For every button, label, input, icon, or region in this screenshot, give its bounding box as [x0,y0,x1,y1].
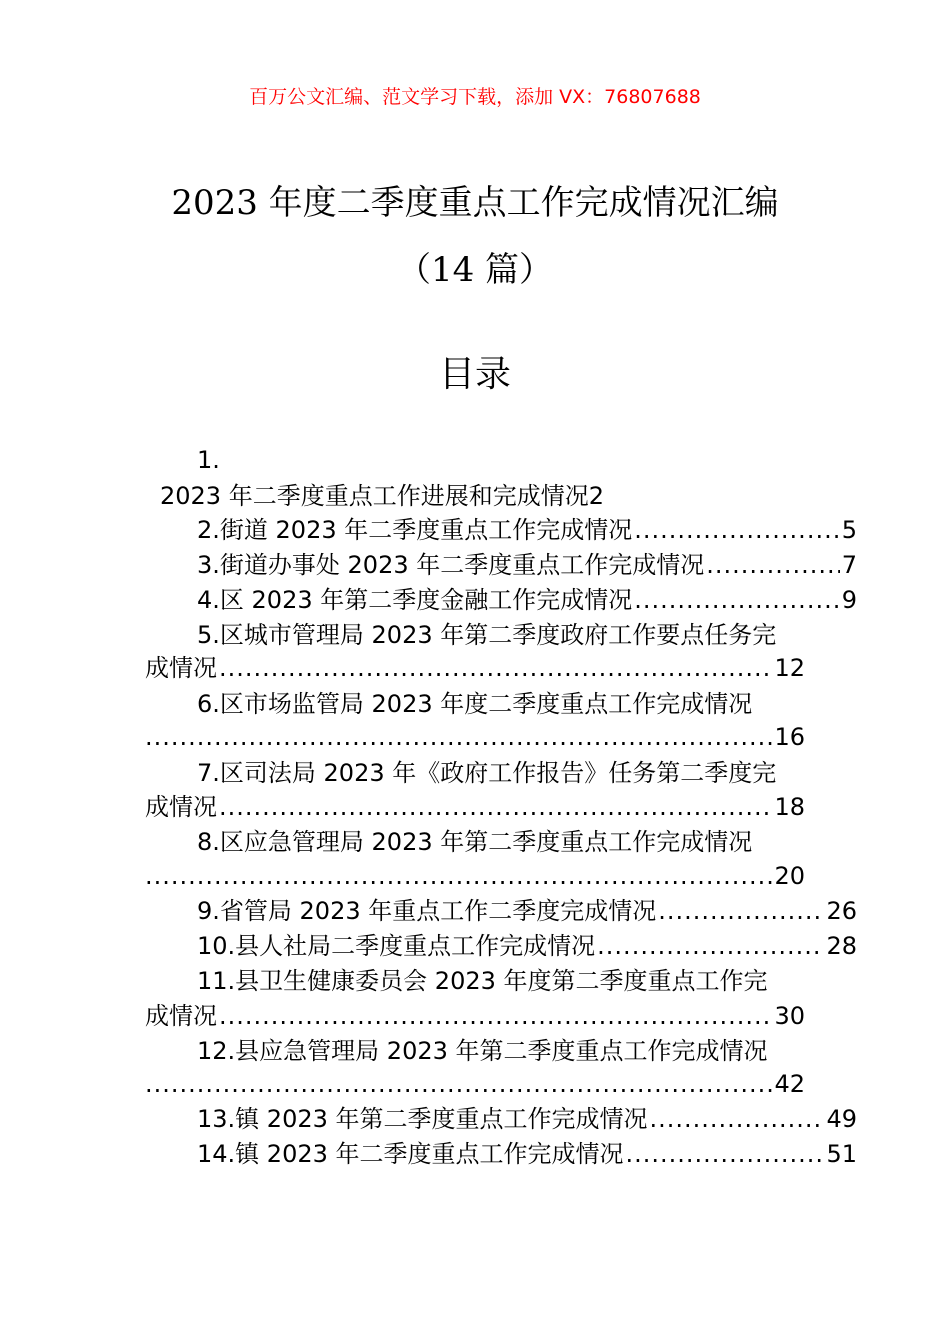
toc-entry-title: 13.镇 2023 年第二季度重点工作完成情况 [197,1105,648,1133]
toc-entry-number: 1. [197,446,220,474]
toc-leader-dots [145,859,772,893]
toc-entry-10[interactable] [145,929,857,963]
toc-entry-page: 51 [826,1140,857,1168]
toc-entry-page: 20 [774,862,805,890]
toc-entry-8-line2[interactable] [145,859,805,893]
toc-entry-title: 2.街道 2023 年二季度重点工作完成情况 [197,516,633,544]
toc-entry-title: 10.县人社局二季度重点工作完成情况 [197,932,596,960]
toc-entry-1[interactable] [160,479,820,513]
toc-leader-dots [650,1102,825,1136]
toc-entry-page: 9 [841,586,857,614]
toc-entry-title: 12.县应急管理局 2023 年第二季度重点工作完成情况 [197,1037,768,1065]
toc-entry-title: 5.区城市管理局 2023 年第二季度政府工作要点任务完 [197,621,777,649]
toc-entry-4[interactable] [145,583,857,617]
toc-entry-page: 18 [774,793,805,821]
toc-entry-11-line2[interactable] [145,999,805,1033]
toc-entry-6-line1[interactable] [145,687,857,721]
toc-leader-dots [145,1067,772,1101]
toc-entry-7-line1[interactable] [145,756,857,790]
toc-entry-title: 7.区司法局 2023 年《政府工作报告》任务第二季度完 [197,759,777,787]
toc-leader-dots [634,513,839,547]
toc-entry-title: 3.街道办事处 2023 年二季度重点工作完成情况 [197,551,705,579]
toc-leader-dots [597,929,824,963]
toc-entry-11-line1[interactable] [145,964,857,998]
toc-entry-page: 7 [841,551,857,579]
toc-entry-page: 30 [774,1002,805,1030]
toc-entry-7-line2[interactable] [145,790,805,824]
toc-entry-9[interactable] [145,894,857,928]
toc-entry-page: 49 [826,1105,857,1133]
toc-entry-title: 11.县卫生健康委员会 2023 年度第二季度重点工作完 [197,967,768,995]
toc-entry-page: 28 [826,932,857,960]
document-title: 2023 年度二季度重点工作完成情况汇编 [171,183,779,223]
toc-entry-title: 14.镇 2023 年二季度重点工作完成情况 [197,1140,624,1168]
toc-entry-title-cont: 成情况 [145,793,217,821]
toc-entry-title-cont: 成情况 [145,1002,217,1030]
toc-entry-3[interactable] [145,548,857,582]
toc-entry-page: 2 [588,482,604,510]
toc-leader-dots [626,1137,825,1171]
toc-heading: 目录 [438,354,511,395]
toc-leader-dots [219,651,772,685]
toc-entry-2[interactable] [145,513,857,547]
toc-leader-dots [658,894,824,928]
toc-leader-dots [145,720,772,754]
toc-leader-dots [634,583,839,617]
toc-entry-page: 12 [774,654,805,682]
toc-leader-dots [219,999,772,1033]
toc-entry-title: 4.区 2023 年第二季度金融工作完成情况 [197,586,633,614]
document-subtitle-count: （14 篇） [396,250,554,290]
toc-entry-1-number[interactable] [145,443,857,477]
toc-entry-title: 8.区应急管理局 2023 年第二季度重点工作完成情况 [197,828,753,856]
toc-entry-title: 2023 年二季度重点工作进展和完成情况 [160,482,589,510]
toc-entry-page: 42 [774,1070,805,1098]
toc-entry-page: 5 [841,516,857,544]
toc-entry-5-line2[interactable] [145,651,805,685]
toc-entry-13[interactable] [145,1102,857,1136]
toc-entry-8-line1[interactable] [145,825,857,859]
toc-leader-dots [219,790,772,824]
toc-entry-12-line2[interactable] [145,1067,805,1101]
toc-entry-5-line1[interactable] [145,618,857,652]
toc-entry-title-cont: 成情况 [145,654,217,682]
toc-entry-title: 6.区市场监管局 2023 年度二季度重点工作完成情况 [197,690,753,718]
toc-entry-page: 26 [826,897,857,925]
toc-entry-title: 9.省管局 2023 年重点工作二季度完成情况 [197,897,657,925]
toc-entry-page: 16 [774,723,805,751]
toc-entry-14[interactable] [145,1137,857,1171]
toc-entry-6-line2[interactable] [145,720,805,754]
watermark-banner: 百万公文汇编、范文学习下载，添加 VX：76807688 [249,86,701,108]
toc-entry-12-line1[interactable] [145,1034,857,1068]
toc-leader-dots [706,548,839,582]
